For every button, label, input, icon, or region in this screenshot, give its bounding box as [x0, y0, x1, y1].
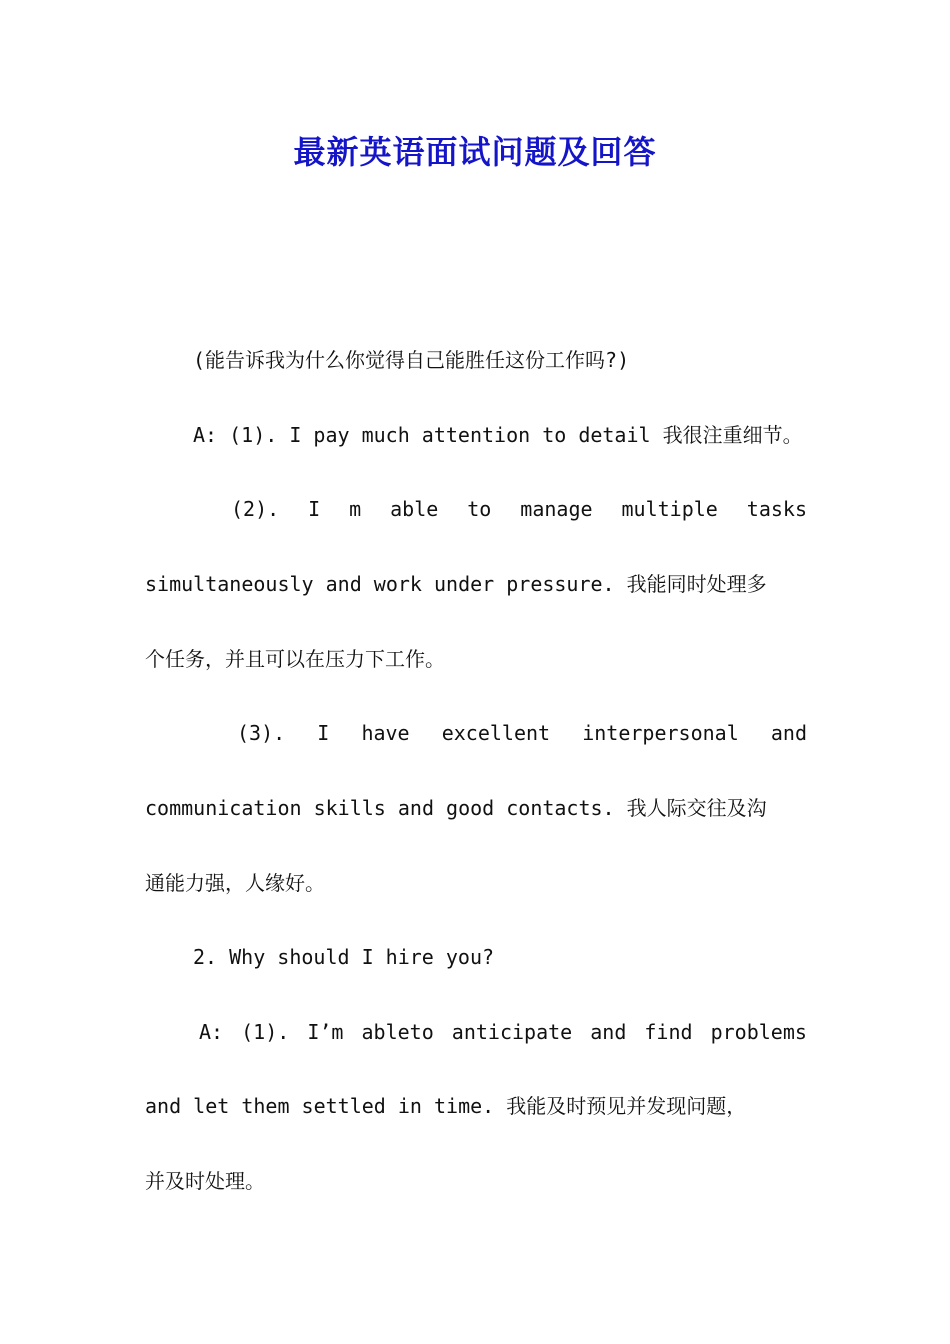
word: interpersonal — [582, 721, 739, 745]
word: tasks — [746, 497, 807, 521]
answer-line: 个任务，并且可以在压力下工作。 — [145, 647, 445, 671]
word: I — [308, 497, 321, 521]
word: to — [467, 497, 492, 521]
answer-line: communication skills and good contacts. 我人际交往及沟 — [145, 796, 767, 820]
word: I — [317, 721, 330, 745]
word: and — [770, 721, 807, 745]
answer-line: 通能力强，人缘好。 — [145, 871, 325, 895]
answer-line: simultaneously and work under pressure. 我能同时处理多 — [145, 572, 767, 596]
answer-line: 并及时处理。 — [145, 1169, 265, 1193]
answer-line: and let them settled in time. 我能及时预见并发现问题， — [145, 1094, 747, 1118]
word: (2). — [231, 497, 280, 521]
answer-line-justified — [237, 718, 807, 748]
word: able — [390, 497, 439, 521]
word: (3). — [237, 721, 286, 745]
word: excellent — [441, 721, 551, 745]
answer-line-justified — [231, 494, 807, 524]
document-title: 最新英语面试问题及回答 — [293, 133, 657, 171]
word: multiple — [621, 497, 718, 521]
answer-line: A: (1). I pay much attention to detail 我很注重细节。 — [193, 423, 803, 447]
word: manage — [520, 497, 593, 521]
question-line: 2. Why should I hire you? — [193, 945, 495, 969]
word: m — [349, 497, 362, 521]
answer-line: A: (1). I’m ableto anticipate and find problems — [199, 1020, 807, 1044]
question-line: (能告诉我为什么你觉得自己能胜任这份工作吗?) — [193, 348, 630, 372]
word: have — [361, 721, 410, 745]
